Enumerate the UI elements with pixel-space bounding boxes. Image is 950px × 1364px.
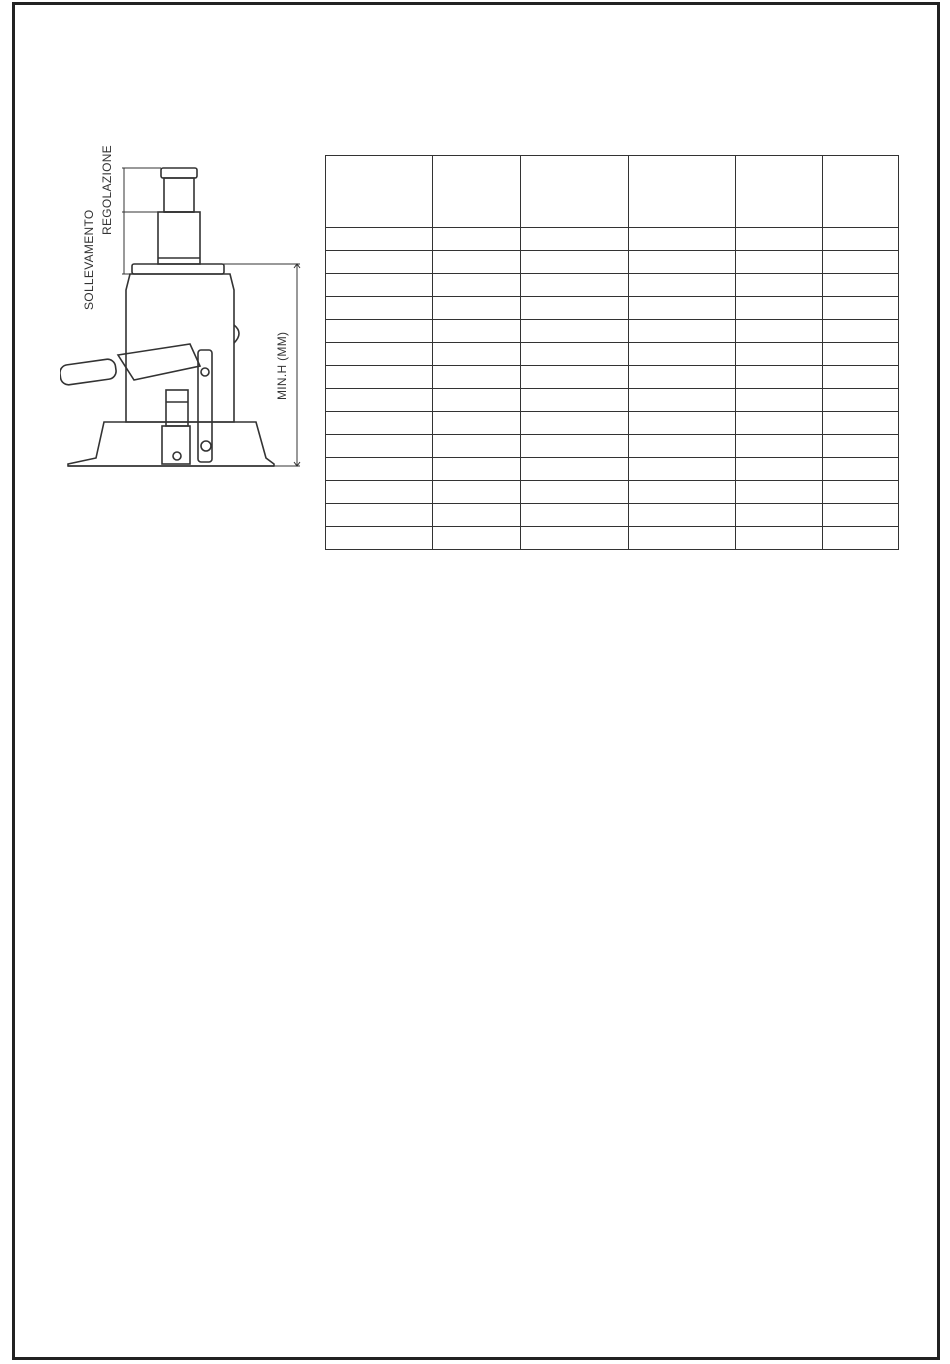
table-cell: [326, 320, 433, 343]
bottle-jack-drawing: [60, 140, 310, 480]
table-row: [326, 343, 899, 366]
table-cell: [326, 458, 433, 481]
table-row: [326, 251, 899, 274]
table-cell: [433, 366, 521, 389]
label-min-h: MIN.H (MM): [275, 331, 289, 400]
table-cell: [326, 274, 433, 297]
label-regolazione: REGOLAZIONE: [100, 145, 114, 235]
table-cell: [823, 504, 899, 527]
table-cell: [433, 412, 521, 435]
table-cell: [433, 251, 521, 274]
table-cell: [629, 320, 736, 343]
table-cell: [326, 435, 433, 458]
table-cell: [433, 320, 521, 343]
table-cell: [326, 366, 433, 389]
table-cell: [521, 366, 629, 389]
table-cell: [736, 527, 823, 550]
table-cell: [736, 435, 823, 458]
table-cell: [823, 527, 899, 550]
table-cell: [326, 504, 433, 527]
table-cell: [823, 343, 899, 366]
table-cell: [326, 228, 433, 251]
header-cell: [521, 156, 629, 228]
table-cell: [521, 458, 629, 481]
header-cell: [629, 156, 736, 228]
table-cell: [823, 435, 899, 458]
table-cell: [823, 274, 899, 297]
table-cell: [823, 251, 899, 274]
table-row: [326, 366, 899, 389]
table-cell: [433, 435, 521, 458]
spec-table: [325, 155, 899, 550]
table-cell: [736, 389, 823, 412]
table-cell: [326, 251, 433, 274]
table-cell: [823, 320, 899, 343]
table-cell: [433, 274, 521, 297]
table-cell: [521, 389, 629, 412]
header-cell: [736, 156, 823, 228]
table-cell: [736, 366, 823, 389]
table-cell: [521, 251, 629, 274]
table-cell: [433, 481, 521, 504]
table-cell: [629, 228, 736, 251]
table-cell: [629, 297, 736, 320]
header-cell: [823, 156, 899, 228]
table-cell: [823, 389, 899, 412]
table-row: [326, 435, 899, 458]
table-cell: [736, 343, 823, 366]
table-row: [326, 297, 899, 320]
table-cell: [736, 504, 823, 527]
table-cell: [629, 389, 736, 412]
table-cell: [736, 320, 823, 343]
table-cell: [326, 343, 433, 366]
table-cell: [433, 228, 521, 251]
table-cell: [736, 251, 823, 274]
table-cell: [521, 297, 629, 320]
table-row: [326, 389, 899, 412]
table-cell: [823, 366, 899, 389]
table-cell: [326, 389, 433, 412]
table-cell: [433, 389, 521, 412]
table-cell: [521, 274, 629, 297]
table-row: [326, 458, 899, 481]
table-cell: [629, 366, 736, 389]
table-cell: [736, 412, 823, 435]
table-cell: [433, 504, 521, 527]
table-row: [326, 274, 899, 297]
table-cell: [629, 435, 736, 458]
table-cell: [521, 343, 629, 366]
table-cell: [823, 458, 899, 481]
table-cell: [823, 228, 899, 251]
label-sollevamento: SOLLEVAMENTO: [82, 209, 96, 310]
table-cell: [736, 297, 823, 320]
table-cell: [521, 435, 629, 458]
table-row: [326, 504, 899, 527]
table-cell: [433, 527, 521, 550]
table-row: [326, 228, 899, 251]
table-cell: [629, 527, 736, 550]
table-row: [326, 320, 899, 343]
table-cell: [433, 343, 521, 366]
header-cell: [326, 156, 433, 228]
table-cell: [521, 412, 629, 435]
table-cell: [521, 320, 629, 343]
table-cell: [326, 412, 433, 435]
table-cell: [433, 297, 521, 320]
table-cell: [736, 458, 823, 481]
table-cell: [629, 504, 736, 527]
table-row: [326, 527, 899, 550]
table-cell: [521, 527, 629, 550]
table-cell: [736, 274, 823, 297]
table-cell: [629, 343, 736, 366]
table-cell: [521, 481, 629, 504]
table-header-row: [326, 156, 899, 228]
table-cell: [433, 458, 521, 481]
table-cell: [326, 481, 433, 504]
table-cell: [629, 274, 736, 297]
table-row: [326, 412, 899, 435]
table-row: [326, 481, 899, 504]
table-cell: [736, 228, 823, 251]
table-cell: [629, 412, 736, 435]
table-cell: [629, 458, 736, 481]
table-cell: [629, 251, 736, 274]
table-cell: [521, 228, 629, 251]
table-cell: [823, 412, 899, 435]
table-cell: [326, 297, 433, 320]
table-cell: [629, 481, 736, 504]
table-cell: [326, 527, 433, 550]
table-cell: [521, 504, 629, 527]
table-cell: [736, 481, 823, 504]
table-cell: [823, 297, 899, 320]
header-cell: [433, 156, 521, 228]
table-cell: [823, 481, 899, 504]
